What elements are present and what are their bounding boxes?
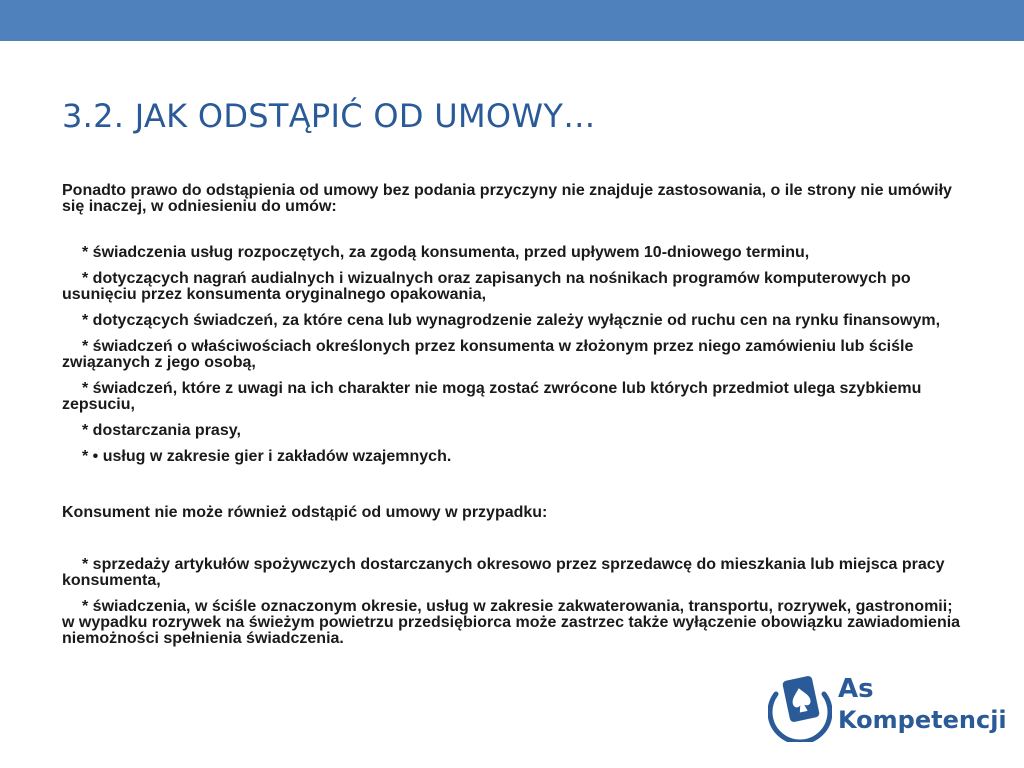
intro-paragraph: Ponadto prawo do odstąpienia od umowy bez podania przyczyny nie znajduje zastosowania, o ile strony nie umówiły się inaczej, w odniesieniu do umów: [62, 182, 952, 215]
list-item: * sprzedaży artykułów spożywczych dostarczanych okresowo przez sprzedawcę do mieszkania lub miejsca pracy konsumenta, [62, 556, 945, 589]
brand-logo [768, 672, 1007, 744]
spade-card-icon [768, 672, 832, 742]
logo-text-as: As [838, 674, 874, 704]
list-item: * dotyczących nagrań audialnych i wizualnych oraz zapisanych na nośnikach programów komputerowych po usunięciu przez konsumenta oryginalnego opakowania, [62, 270, 911, 303]
list-item: * świadczenia usług rozpoczętych, za zgodą konsumenta, przed upływem 10-dniowego terminu, [82, 244, 810, 261]
list-item: * • usług w zakresie gier i zakładów wzajemnych. [82, 448, 452, 465]
slide-body [62, 183, 967, 657]
section-heading: Konsument nie może również odstąpić od umowy w przypadku: [62, 504, 548, 521]
list-item: * świadczeń o właściwościach określonych przez konsumenta w złożonym przez niego zamówieniu lub ściśle związanych z jego osobą, [62, 338, 914, 371]
list-item: * dostarczania prasy, [82, 422, 241, 439]
logo-text-kompetencji: Kompetencji [838, 706, 1007, 734]
list-item: * świadczeń, które z uwagi na ich charakter nie mogą zostać zwrócone lub których przedmiot ulega szybkiemu zepsuciu, [62, 380, 922, 413]
list-item: * dotyczących świadczeń, za które cena lub wynagrodzenie zależy wyłącznie od ruchu cen na rynku finansowym, [82, 312, 941, 329]
list-item: * świadczenia, w ściśle oznaczonym okresie, usług w zakresie zakwaterowania, transportu, rozrywek, gastronomii; w wypadku rozrywek na świeżym powietrzu przedsiębiorca może zastrzec także wyłączenie obowiązku zawiadomienia niemożności spełnienia świadczenia. [62, 598, 961, 647]
top-accent-bar [0, 0, 1024, 41]
slide-title: 3.2. JAK ODSTĄPIĆ OD UMOWY… [62, 97, 596, 135]
